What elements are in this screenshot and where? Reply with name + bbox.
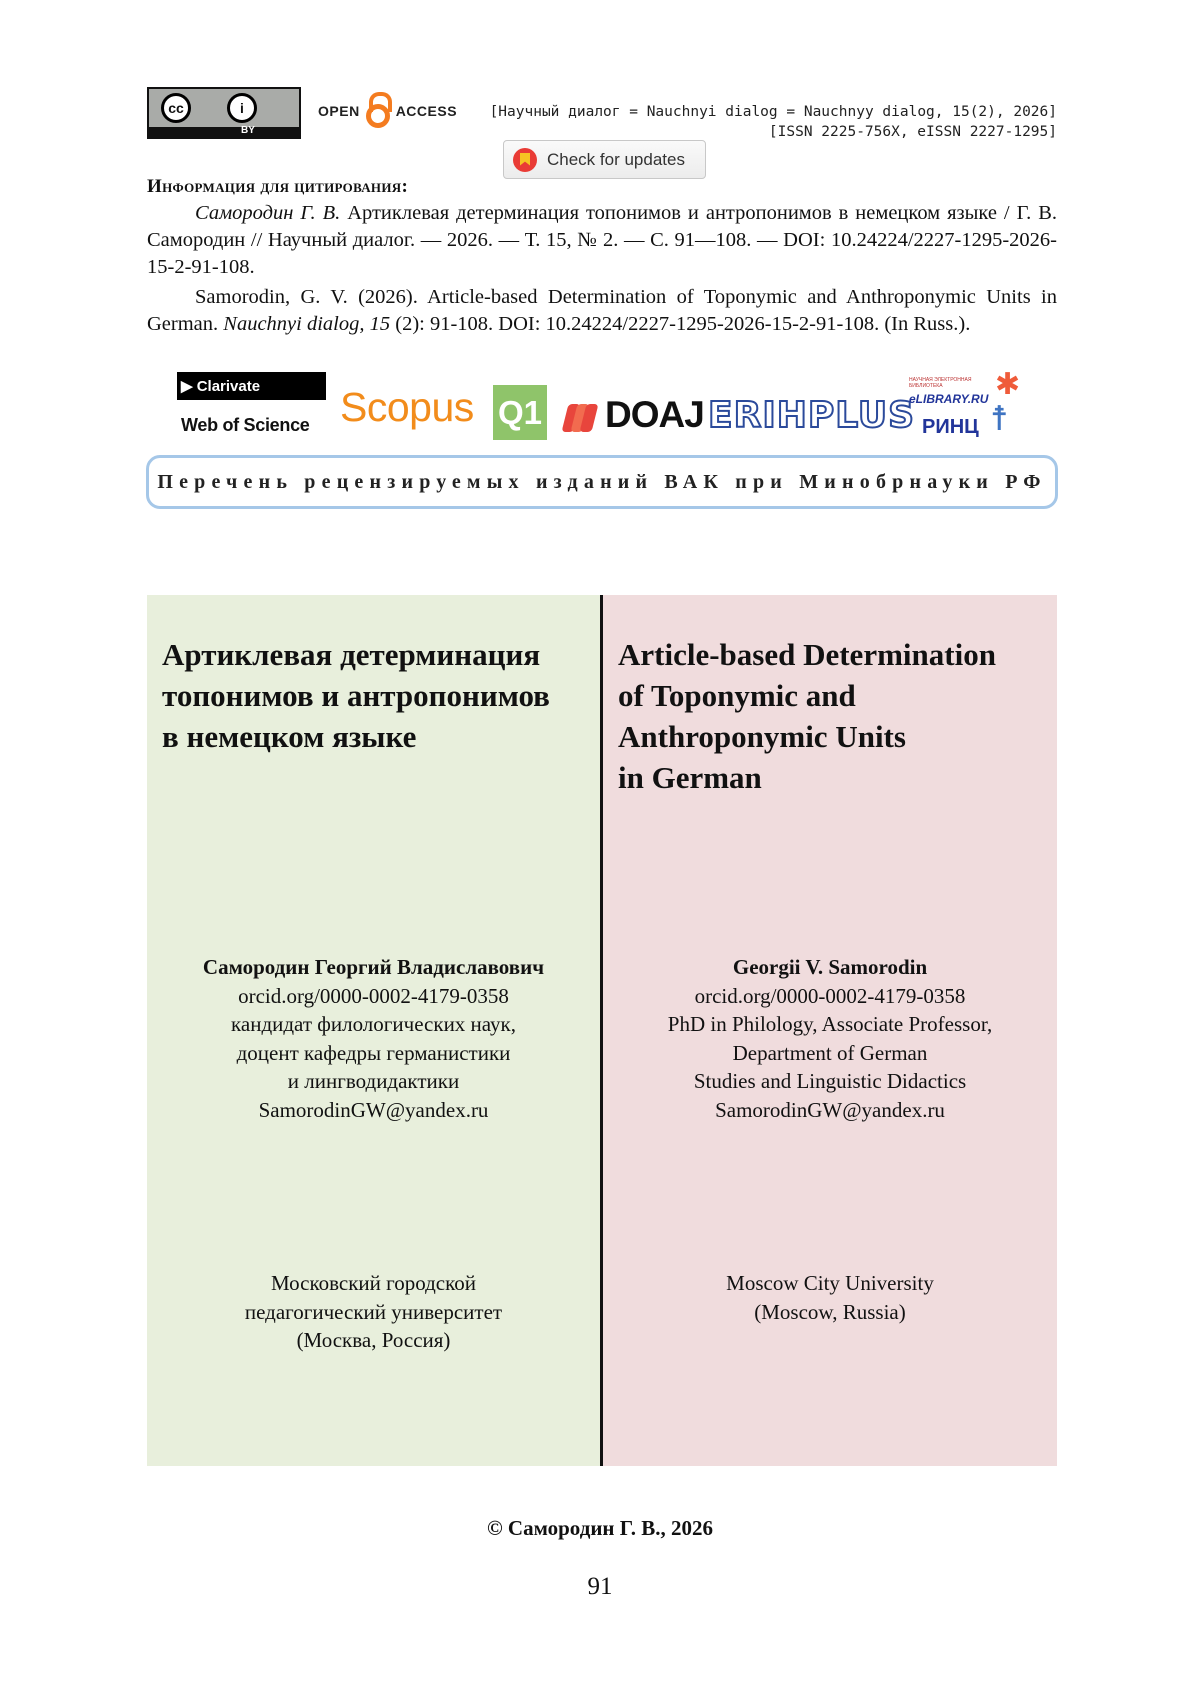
affiliation-en	[603, 1269, 1057, 1326]
title-en-line: in German	[618, 760, 762, 795]
article-title-en	[618, 634, 1048, 798]
orcid-en[interactable]: orcid.org/0000-0002-4179-0358	[694, 983, 966, 1008]
citation-ru	[147, 200, 1057, 281]
page-number: 91	[587, 1573, 613, 1600]
affiliation-en-line: (Moscow, Russia)	[754, 1299, 906, 1324]
author-block-ru	[147, 953, 600, 1124]
citation-heading: Информация для цитирования:	[147, 176, 409, 197]
author-info-ru: доцент кафедры германистики	[236, 1040, 511, 1065]
author-info-en: Studies and Linguistic Didactics	[693, 1069, 967, 1093]
affiliation-ru-line: (Москва, Россия)	[296, 1328, 451, 1352]
erihplus-logo[interactable]: ERIHPLUS	[708, 395, 916, 436]
title-ru-line: в немецком языке	[162, 719, 417, 754]
rinc-label: РИНЦ	[922, 416, 979, 438]
title-en-line: Article-based Determination	[618, 637, 996, 672]
q1-quartile-badge: Q1	[493, 385, 547, 440]
email-en[interactable]: SamorodinGW@yandex.ru	[715, 1097, 945, 1122]
open-access-logo	[318, 86, 457, 136]
open-lock-icon	[366, 92, 390, 130]
citation-ru-author: Самородин Г. В.	[195, 202, 341, 224]
author-name-ru: Самородин Георгий Владиславович	[202, 955, 545, 979]
author-info-ru: и лингводидактики	[287, 1069, 460, 1093]
affiliation-ru-line: Московский городской	[270, 1271, 477, 1295]
journal-header	[490, 102, 1057, 142]
asterisk-icon: ✱	[995, 368, 1021, 401]
title-en-line: of Toponymic and	[618, 678, 856, 713]
journal-issn-line: [ISSN 2225-756X, eISSN 2227-1295]	[768, 124, 1057, 140]
title-en-line: Anthroponymic Units	[618, 719, 906, 754]
citation-en-text-a: Samorodin, G. V. (2026). Article-based Determination of Toponymic and Anthroponymic Units in German.	[147, 286, 1057, 335]
affiliation-ru-line: педагогический университет	[244, 1299, 503, 1324]
check-updates-label: Check for updates	[547, 149, 685, 169]
affiliation-ru	[147, 1269, 600, 1355]
open-access-right: ACCESS	[395, 103, 458, 119]
cc-by-license-badge[interactable]	[147, 87, 301, 139]
elibrary-caption: НАУЧНАЯ ЭЛЕКТРОННАЯ БИБЛИОТЕКА	[909, 377, 972, 389]
author-info-en: Department of German	[732, 1040, 928, 1065]
russian-column	[147, 595, 600, 1466]
cc-by-label: BY	[241, 125, 255, 136]
open-access-left: OPEN	[318, 103, 360, 119]
person-icon: ☨	[990, 401, 1009, 438]
scopus-logo[interactable]: Scopus	[340, 384, 474, 430]
doaj-icon	[563, 404, 597, 432]
web-of-science-label: Web of Science	[181, 415, 310, 435]
title-ru-line: топонимов и антропонимов	[162, 678, 550, 713]
orcid-ru[interactable]: orcid.org/0000-0002-4179-0358	[238, 983, 509, 1008]
author-info-ru: кандидат филологических наук,	[231, 1012, 516, 1036]
clarivate-logo[interactable]: ▶ Clarivate	[177, 372, 326, 400]
email-ru[interactable]: SamorodinGW@yandex.ru	[258, 1097, 489, 1122]
citation-ru-text: Артиклевая детерминация топонимов и антропонимов в немецком языке / Г. В. Самородин // Научный диалог. — 2026. — Т. 15, № 2. — С. 91—108. — DOI: 10.24224/2227-1295-2026-15-2-91-108.	[147, 202, 1057, 278]
cc-icon: cc	[161, 93, 191, 123]
clarivate-label: Clarivate	[196, 377, 261, 395]
affiliation-en-line: Moscow City University	[726, 1271, 934, 1295]
attribution-person-icon: i	[227, 93, 257, 123]
author-name-en: Georgii V. Samorodin	[732, 955, 928, 979]
check-for-updates-button[interactable]	[503, 140, 706, 179]
author-block-en	[603, 953, 1057, 1124]
author-info-en: PhD in Philology, Associate Professor,	[667, 1012, 993, 1036]
vak-list-banner: Перечень рецензируемых изданий ВАК при Минобрнауки РФ	[146, 455, 1058, 509]
journal-line-1: [Научный диалог = Nauchnyi dialog = Nauchnyy dialog, 15(2), 2026]	[489, 104, 1057, 120]
elibrary-logo[interactable]: eLIBRARY.RU	[909, 392, 989, 406]
citation-en-journal: Nauchnyi dialog, 15	[223, 313, 391, 335]
title-ru-line: Артиклевая детерминация	[162, 637, 541, 672]
english-column	[603, 595, 1057, 1466]
crossmark-icon	[513, 148, 537, 172]
doaj-logo[interactable]: DOAJ	[605, 394, 704, 435]
article-title-ru	[162, 634, 592, 757]
citation-en-text-b: (2): 91-108. DOI: 10.24224/2227-1295-2026-15-2-91-108. (In Russ.).	[390, 313, 971, 335]
citation-en	[147, 284, 1057, 338]
copyright-notice: © Самородин Г. В., 2026	[486, 1516, 714, 1540]
